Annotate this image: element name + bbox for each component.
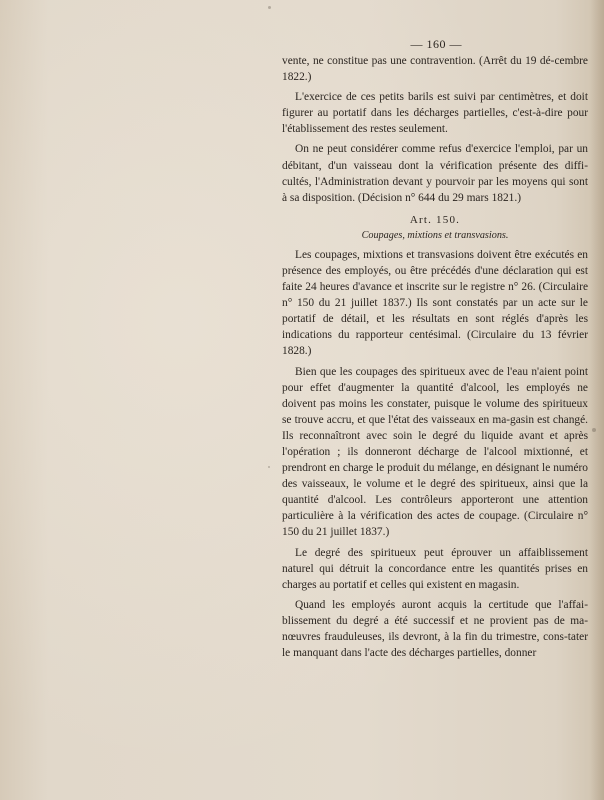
text-column (282, 36, 588, 665)
article-title: Art. 150. (409, 213, 461, 226)
paragraph-1: vente, ne constitue pas une contravention. (Arrêt du 19 dé-cembre 1822.) (282, 55, 588, 84)
paper-speck (268, 466, 270, 468)
paragraph-6: Le degré des spiritueux peut éprouver un affaiblissement naturel qui détruit la concordance entre les quantités prises en charges au portatif et celles qui existent en magasin. (282, 546, 588, 591)
paragraph-5: Bien que les coupages des spiritueux avec de l'eau n'aient point pour effet d'augmenter la quantité d'alcool, les employés ne doivent pas moins les constater, puisque le volume des spiritueux se trouve accru, et que l'état des vaisseaux en ma-gasin est changé. Ils reconnaîtront avec soin le degré du liquide avant et après l'opération ; ils donneront décharge de l'alcool mixtionné, et prendront en charge le produit du mélange, en désignant le numéro des vaisseaux, le volume et le degré des spiritueux, ainsi que la quantité d'alcool. Les contrôleurs apporteront une attention particulière à la vérification des actes de coupage. (Circulaire n° 150 du 21 juillet 1837.) (282, 365, 588, 539)
paper-speck (592, 428, 596, 432)
paragraph-7: Quand les employés auront acquis la certitude que l'affai-blissement du degré a été successif et ne provient pas de ma-nœuvres frauduleuses, ils devront, à la fin du trimestre, cons-tater le manquant dans l'acte des décharges partielles, donner (282, 598, 588, 660)
page-edge-shadow (590, 0, 604, 800)
paper-speck (268, 6, 271, 9)
paragraph-3: On ne peut considérer comme refus d'exercice l'emploi, par un débitant, d'un vaisseau dont la vérification présente des diffi-cultés, l'Administration devant y pourvoir par les moyens qui sont à sa disposition. (Décision n° 644 du 29 mars 1821.) (282, 143, 588, 204)
paragraph-4: Les coupages, mixtions et transvasions doivent être exécutés en présence des employés, ou être précédés d'une déclaration qui est faite 24 heures d'avance et inscrite sur le registre n° 26. (Circulaire n° 150 du 21 juillet 1837.) Ils sont constatés par un acte sur le portatif de détail, et les résultats en sont réglés d'après les indications du rapporteur centésimal. (Circulaire du 13 février 1828.) (282, 248, 588, 358)
paragraph-2: L'exercice de ces petits barils est suivi par centimètres, et doit figurer au portatif dans les décharges partielles, c'est-à-dire pour l'établissement des restes seulement. (282, 91, 588, 136)
article-subtitle: Coupages, mixtions et transvasions. (361, 229, 509, 241)
page-number: — 160 — (410, 37, 462, 51)
